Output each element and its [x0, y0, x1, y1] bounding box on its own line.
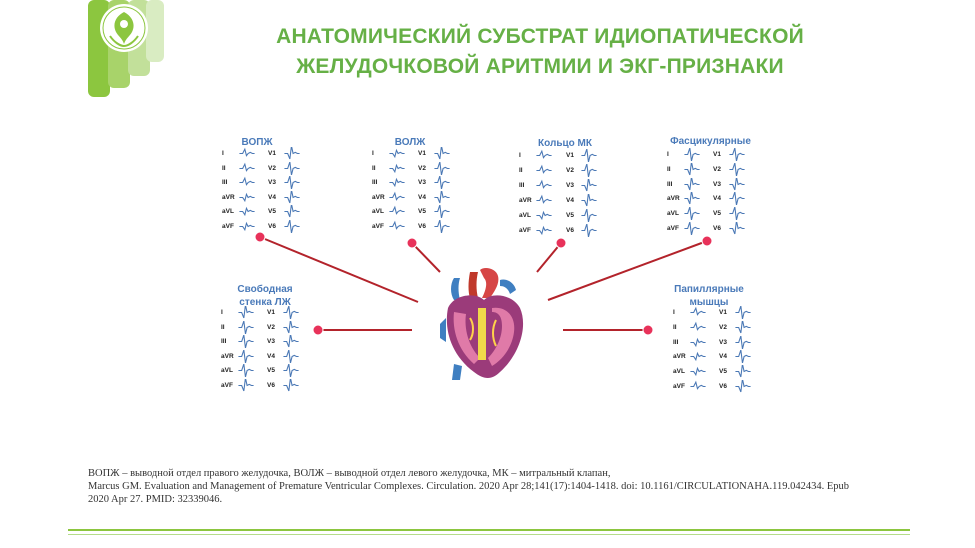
footer-divider-thin — [68, 534, 910, 535]
ecg-trace-v5 — [283, 364, 299, 377]
ecg-trace-v4 — [434, 191, 450, 204]
ecg-trace-ii — [690, 321, 706, 334]
lead-label-v1: V1 — [719, 309, 727, 316]
lead-label-ii: II — [372, 164, 376, 172]
title-line-1: АНАТОМИЧЕСКИЙ СУБСТРАТ ИДИОПАТИЧЕСКОЙ — [276, 25, 804, 48]
lead-label-ii: II — [519, 167, 523, 174]
heart-illustration — [440, 268, 530, 383]
ecg-block-mitral — [519, 152, 599, 242]
ecg-trace-v6 — [284, 220, 300, 233]
ecg-trace-v6 — [434, 220, 450, 233]
lead-label-iii: III — [372, 179, 378, 187]
footer-divider — [68, 529, 910, 531]
ecg-trace-ii — [239, 162, 255, 175]
ecg-block-fascicular — [667, 151, 747, 240]
dot-papillary — [643, 325, 653, 335]
ecg-trace-v5 — [284, 205, 300, 218]
lead-label-v6: V6 — [268, 223, 276, 230]
panel-title-papillary-line1: Папиллярные — [674, 284, 744, 295]
ecg-trace-v1 — [729, 148, 745, 161]
ecg-trace-iii — [684, 178, 700, 191]
lead-label-v6: V6 — [267, 382, 275, 389]
ecg-trace-v3 — [735, 336, 751, 349]
lead-label-avl: aVL — [222, 208, 234, 216]
lead-label-i: I — [222, 150, 224, 157]
lead-label-v1: V1 — [566, 152, 574, 159]
lead-label-i: I — [667, 151, 669, 158]
lead-label-avf: aVF — [221, 382, 233, 389]
dot-volzh — [407, 238, 417, 248]
lead-label-ii: II — [222, 164, 226, 172]
ecg-trace-v6 — [283, 379, 299, 392]
ecg-trace-v2 — [581, 164, 597, 177]
ecg-trace-avf — [239, 220, 255, 233]
reference-line-3: 2020 Apr 27. PMID: 32339046. — [88, 494, 223, 505]
ecg-trace-i — [238, 306, 254, 319]
lead-label-v2: V2 — [267, 323, 275, 331]
panel-title-papillary-line2: мышцы — [689, 297, 729, 308]
reference-line-1: ВОПЖ – выводной отдел правого желудочка, ВОЛЖ – выводной отдел левого желудочка, МК – митральный клапан, — [88, 468, 611, 479]
ecg-trace-i — [536, 149, 552, 162]
panel-title-free-wall-line1: Свободная — [237, 284, 293, 295]
ecg-block-free-wall — [221, 309, 301, 397]
lead-label-v1: V1 — [267, 309, 275, 316]
lead-label-ii: II — [673, 323, 677, 331]
title-line-2: ЖЕЛУДОЧКОВОЙ АРИТМИИ И ЭКГ-ПРИЗНАКИ — [296, 55, 784, 78]
lead-label-v1: V1 — [713, 151, 721, 158]
ecg-trace-avl — [389, 205, 405, 218]
ecg-trace-avl — [536, 209, 552, 222]
ecg-trace-v6 — [729, 222, 745, 235]
ecg-trace-avf — [536, 224, 552, 237]
ecg-trace-v3 — [283, 335, 299, 348]
ecg-trace-avf — [238, 379, 254, 392]
lead-label-v4: V4 — [268, 193, 276, 201]
lead-label-ii: II — [221, 323, 225, 331]
lead-label-v3: V3 — [719, 338, 727, 346]
panel-title-fascicular: Фасцикулярные — [670, 136, 751, 147]
ecg-trace-v3 — [434, 176, 450, 189]
ecg-trace-avf — [684, 222, 700, 235]
ecg-trace-v5 — [581, 209, 597, 222]
lead-label-avl: aVL — [372, 208, 384, 216]
ecg-trace-i — [684, 148, 700, 161]
lead-label-iii: III — [222, 179, 228, 187]
lead-label-avr: aVR — [221, 352, 234, 360]
lead-label-v2: V2 — [566, 167, 574, 174]
lead-label-i: I — [221, 309, 223, 316]
lead-label-avr: aVR — [519, 197, 532, 204]
ecg-trace-v1 — [735, 306, 751, 319]
ecg-trace-iii — [389, 176, 405, 189]
ecg-trace-v5 — [735, 365, 751, 378]
lead-label-avf: aVF — [667, 225, 679, 232]
lead-label-v6: V6 — [713, 225, 721, 232]
lead-label-iii: III — [221, 338, 227, 346]
lead-label-avr: aVR — [222, 193, 235, 201]
lead-label-i: I — [372, 150, 374, 157]
lead-label-v5: V5 — [713, 210, 721, 218]
ecg-trace-i — [690, 306, 706, 319]
lead-label-avf: aVF — [372, 223, 384, 230]
ecg-trace-avl — [684, 207, 700, 220]
dot-free-wall — [313, 325, 323, 335]
reference-line-2: Marcus GM. Evaluation and Management of Premature Ventricular Complexes. Circulation. 2020 Apr 28;141(17):1404-1418. doi: 10.1161/CIRCULATIONAHA.119.042434. Epub — [88, 481, 850, 492]
lead-label-v3: V3 — [268, 179, 276, 187]
lead-label-v2: V2 — [719, 323, 727, 331]
ecg-trace-v2 — [729, 163, 745, 176]
lead-label-v3: V3 — [566, 182, 574, 189]
lead-label-i: I — [519, 152, 521, 159]
ecg-trace-avr — [536, 194, 552, 207]
ecg-trace-v2 — [283, 321, 299, 334]
ecg-block-volzh — [372, 150, 452, 238]
ecg-trace-v1 — [284, 147, 300, 160]
ecg-trace-ii — [238, 321, 254, 334]
lead-label-v5: V5 — [719, 368, 727, 376]
ecg-trace-iii — [239, 176, 255, 189]
ecg-trace-ii — [536, 164, 552, 177]
lead-label-v4: V4 — [713, 195, 721, 203]
lead-label-v6: V6 — [566, 227, 574, 234]
ecg-trace-avf — [690, 380, 706, 393]
connector-mitral — [537, 243, 561, 272]
ecg-trace-iii — [238, 335, 254, 348]
ecg-trace-v3 — [581, 179, 597, 192]
ecg-trace-v5 — [729, 207, 745, 220]
ecg-trace-v3 — [284, 176, 300, 189]
lead-label-v3: V3 — [267, 338, 275, 346]
ecg-trace-avf — [389, 220, 405, 233]
panel-title-vopzh: ВОПЖ — [241, 137, 273, 148]
lead-label-v2: V2 — [268, 164, 276, 172]
ecg-trace-v6 — [735, 380, 751, 393]
lead-label-v5: V5 — [267, 367, 275, 375]
ecg-trace-v1 — [581, 149, 597, 162]
lead-label-avr: aVR — [673, 353, 686, 361]
lead-label-i: I — [673, 309, 675, 316]
connector-volzh — [412, 243, 440, 272]
lead-label-v6: V6 — [418, 223, 426, 230]
lead-label-v2: V2 — [418, 164, 426, 172]
lead-label-avf: aVF — [519, 227, 531, 234]
ecg-trace-avr — [684, 192, 700, 205]
panel-title-volzh: ВОЛЖ — [394, 137, 426, 148]
lead-label-v4: V4 — [566, 197, 574, 204]
lead-label-v5: V5 — [418, 208, 426, 216]
lead-label-avr: aVR — [372, 193, 385, 201]
lead-label-iii: III — [667, 180, 673, 188]
ecg-trace-i — [389, 147, 405, 160]
ecg-trace-avr — [239, 191, 255, 204]
ecg-trace-v1 — [283, 306, 299, 319]
ecg-block-vopzh — [222, 150, 302, 238]
reference-text — [88, 467, 898, 506]
lead-label-v3: V3 — [713, 180, 721, 188]
lead-label-v3: V3 — [418, 179, 426, 187]
lead-label-avl: aVL — [519, 212, 531, 219]
lead-label-v1: V1 — [268, 150, 276, 157]
ecg-trace-ii — [684, 163, 700, 176]
ecg-trace-v6 — [581, 224, 597, 237]
ecg-trace-ii — [389, 162, 405, 175]
ecg-trace-v2 — [284, 162, 300, 175]
lead-label-v4: V4 — [267, 352, 275, 360]
ecg-trace-avl — [690, 365, 706, 378]
ecg-trace-iii — [536, 179, 552, 192]
lead-label-iii: III — [519, 182, 525, 189]
ecg-trace-v4 — [729, 192, 745, 205]
lead-label-avr: aVR — [667, 195, 680, 203]
ecg-trace-v4 — [735, 350, 751, 363]
ecg-trace-iii — [690, 336, 706, 349]
ecg-trace-avr — [690, 350, 706, 363]
panel-title-free-wall-line2: стенка ЛЖ — [239, 297, 291, 308]
lead-label-v1: V1 — [418, 150, 426, 157]
lead-label-v5: V5 — [268, 208, 276, 216]
lead-label-v2: V2 — [713, 165, 721, 173]
ecg-trace-v3 — [729, 178, 745, 191]
lead-label-avl: aVL — [667, 210, 679, 218]
lead-label-ii: II — [667, 165, 671, 173]
ecg-trace-v2 — [735, 321, 751, 334]
lead-label-v4: V4 — [719, 353, 727, 361]
ecg-trace-v4 — [284, 191, 300, 204]
ecg-trace-v5 — [434, 205, 450, 218]
ecg-block-papillary — [673, 309, 753, 398]
ecg-trace-v2 — [434, 162, 450, 175]
ecg-trace-avr — [389, 191, 405, 204]
lead-label-v6: V6 — [719, 383, 727, 390]
lead-label-v5: V5 — [566, 212, 574, 219]
panel-title-mitral: Кольцо МК — [538, 138, 592, 149]
ecg-trace-v4 — [283, 350, 299, 363]
ecg-trace-v1 — [434, 147, 450, 160]
lead-label-avl: aVL — [673, 368, 685, 376]
lead-label-avl: aVL — [221, 367, 233, 375]
ecg-trace-i — [239, 147, 255, 160]
lead-label-iii: III — [673, 338, 679, 346]
ecg-trace-v4 — [581, 194, 597, 207]
lead-label-v4: V4 — [418, 193, 426, 201]
lead-label-avf: aVF — [673, 383, 685, 390]
ecg-trace-avl — [239, 205, 255, 218]
ecg-trace-avr — [238, 350, 254, 363]
ecg-trace-avl — [238, 364, 254, 377]
lead-label-avf: aVF — [222, 223, 234, 230]
